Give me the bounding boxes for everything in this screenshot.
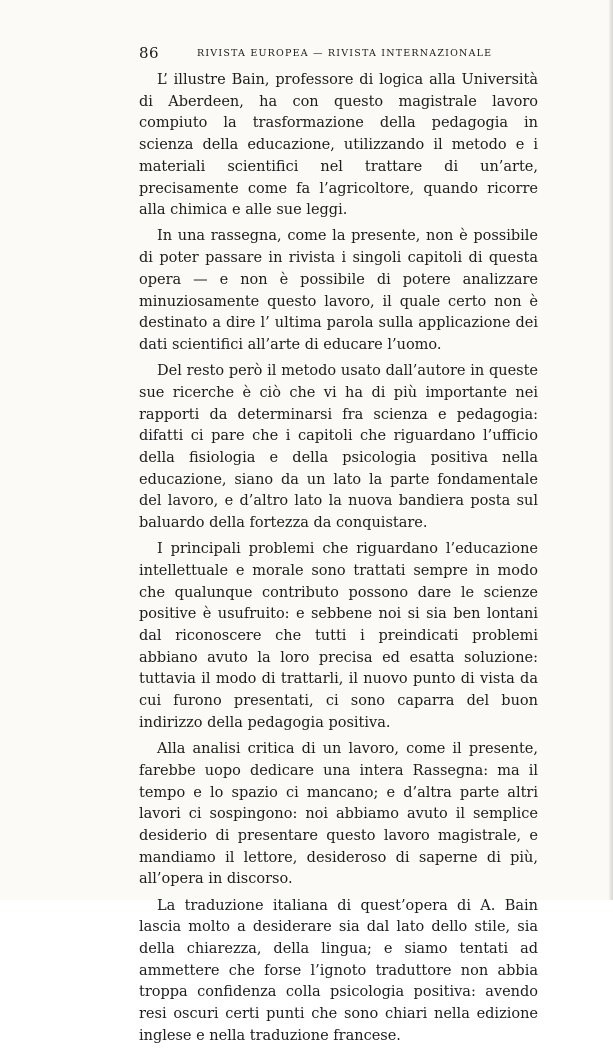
paragraph-traduzione: La traduzione italiana di quest’opera di A. Bain lascia molto a desiderare sia dal lato dello stile, sia della chiarezza, della lingua; e siamo tentati ad ammettere che forse l’ignoto traduttore non abbia troppa confidenza colla psicologia positiva: avendo resi oscuri certi punti che sono chiari nella edizione inglese e nella traduzione francese. (139, 897, 538, 1044)
paragraph-analisi-critica: Alla analisi critica di un lavoro, come il presente, farebbe uopo dedicare una intera Rassegna: ma il tempo e lo spazio ci mancano; e d’altra parte altri lavori ci sospingono: noi abbiamo avuto il semplice desiderio di presentare questo lavoro magistrale, e mandiamo il lettore, desideroso di saperne di più, all’opera in discorso. (139, 741, 538, 888)
paragraph-problemi: I principali problemi che riguardano l’educazione intellettuale e morale sono trattati sempre in modo che qualunque contributo possono dare le scienze positive è usufruito: e sebbene noi si sia ben lontani dal riconoscere che tutti i preindicati problemi abbiano avuto la loro precisa ed esatta soluzione: tuttavia il modo di trattarli, il nuovo punto di vista da cui furono presentati, ci sono caparra del buon indirizzo della pedagogia positiva. (139, 541, 538, 731)
paragraph-metodo: Del resto però il metodo usato dall’autore in queste sue ricerche è ciò che vi ha di più importante nei rapporti da determinarsi fra scienza e pedagogia: difatti ci pare che i capitoli che riguardano l’ufficio della fisiologia e della psicologia positiva nella educazione, siano da un lato la parte fondamentale del lavoro, e d’altro lato la nuova bandiera posta sul baluardo della fortezza da conquistare. (139, 363, 538, 532)
paragraph-bain-intro: L’ illustre Bain, professore di logica alla Università di Aberdeen, ha con questo magistrale lavoro compiuto la trasformazione della pedagogia in scienza della educazione, utilizzando il metodo e i materiali scientifici nel trattare di un’arte, precisamente come fa l’agricoltore, quando ricorre alla chimica e alle sue leggi. (139, 72, 538, 219)
article-body (139, 70, 538, 1052)
page-header (139, 40, 539, 62)
page-edge-shadow (609, 0, 613, 900)
page-number: 86 (139, 44, 160, 62)
running-title: RIVISTA EUROPEA — RIVISTA INTERNAZIONALE (197, 48, 493, 59)
paragraph-rassegna: In una rassegna, come la presente, non è possibile di poter passare in rivista i singoli capitoli di questa opera — e non è possibile di potere analizzare minuziosamente questo lavoro, il quale certo non è destinato a dire l’ ultima parola sulla applicazione dei dati scientifici all’arte di educare l’uomo. (139, 228, 538, 353)
